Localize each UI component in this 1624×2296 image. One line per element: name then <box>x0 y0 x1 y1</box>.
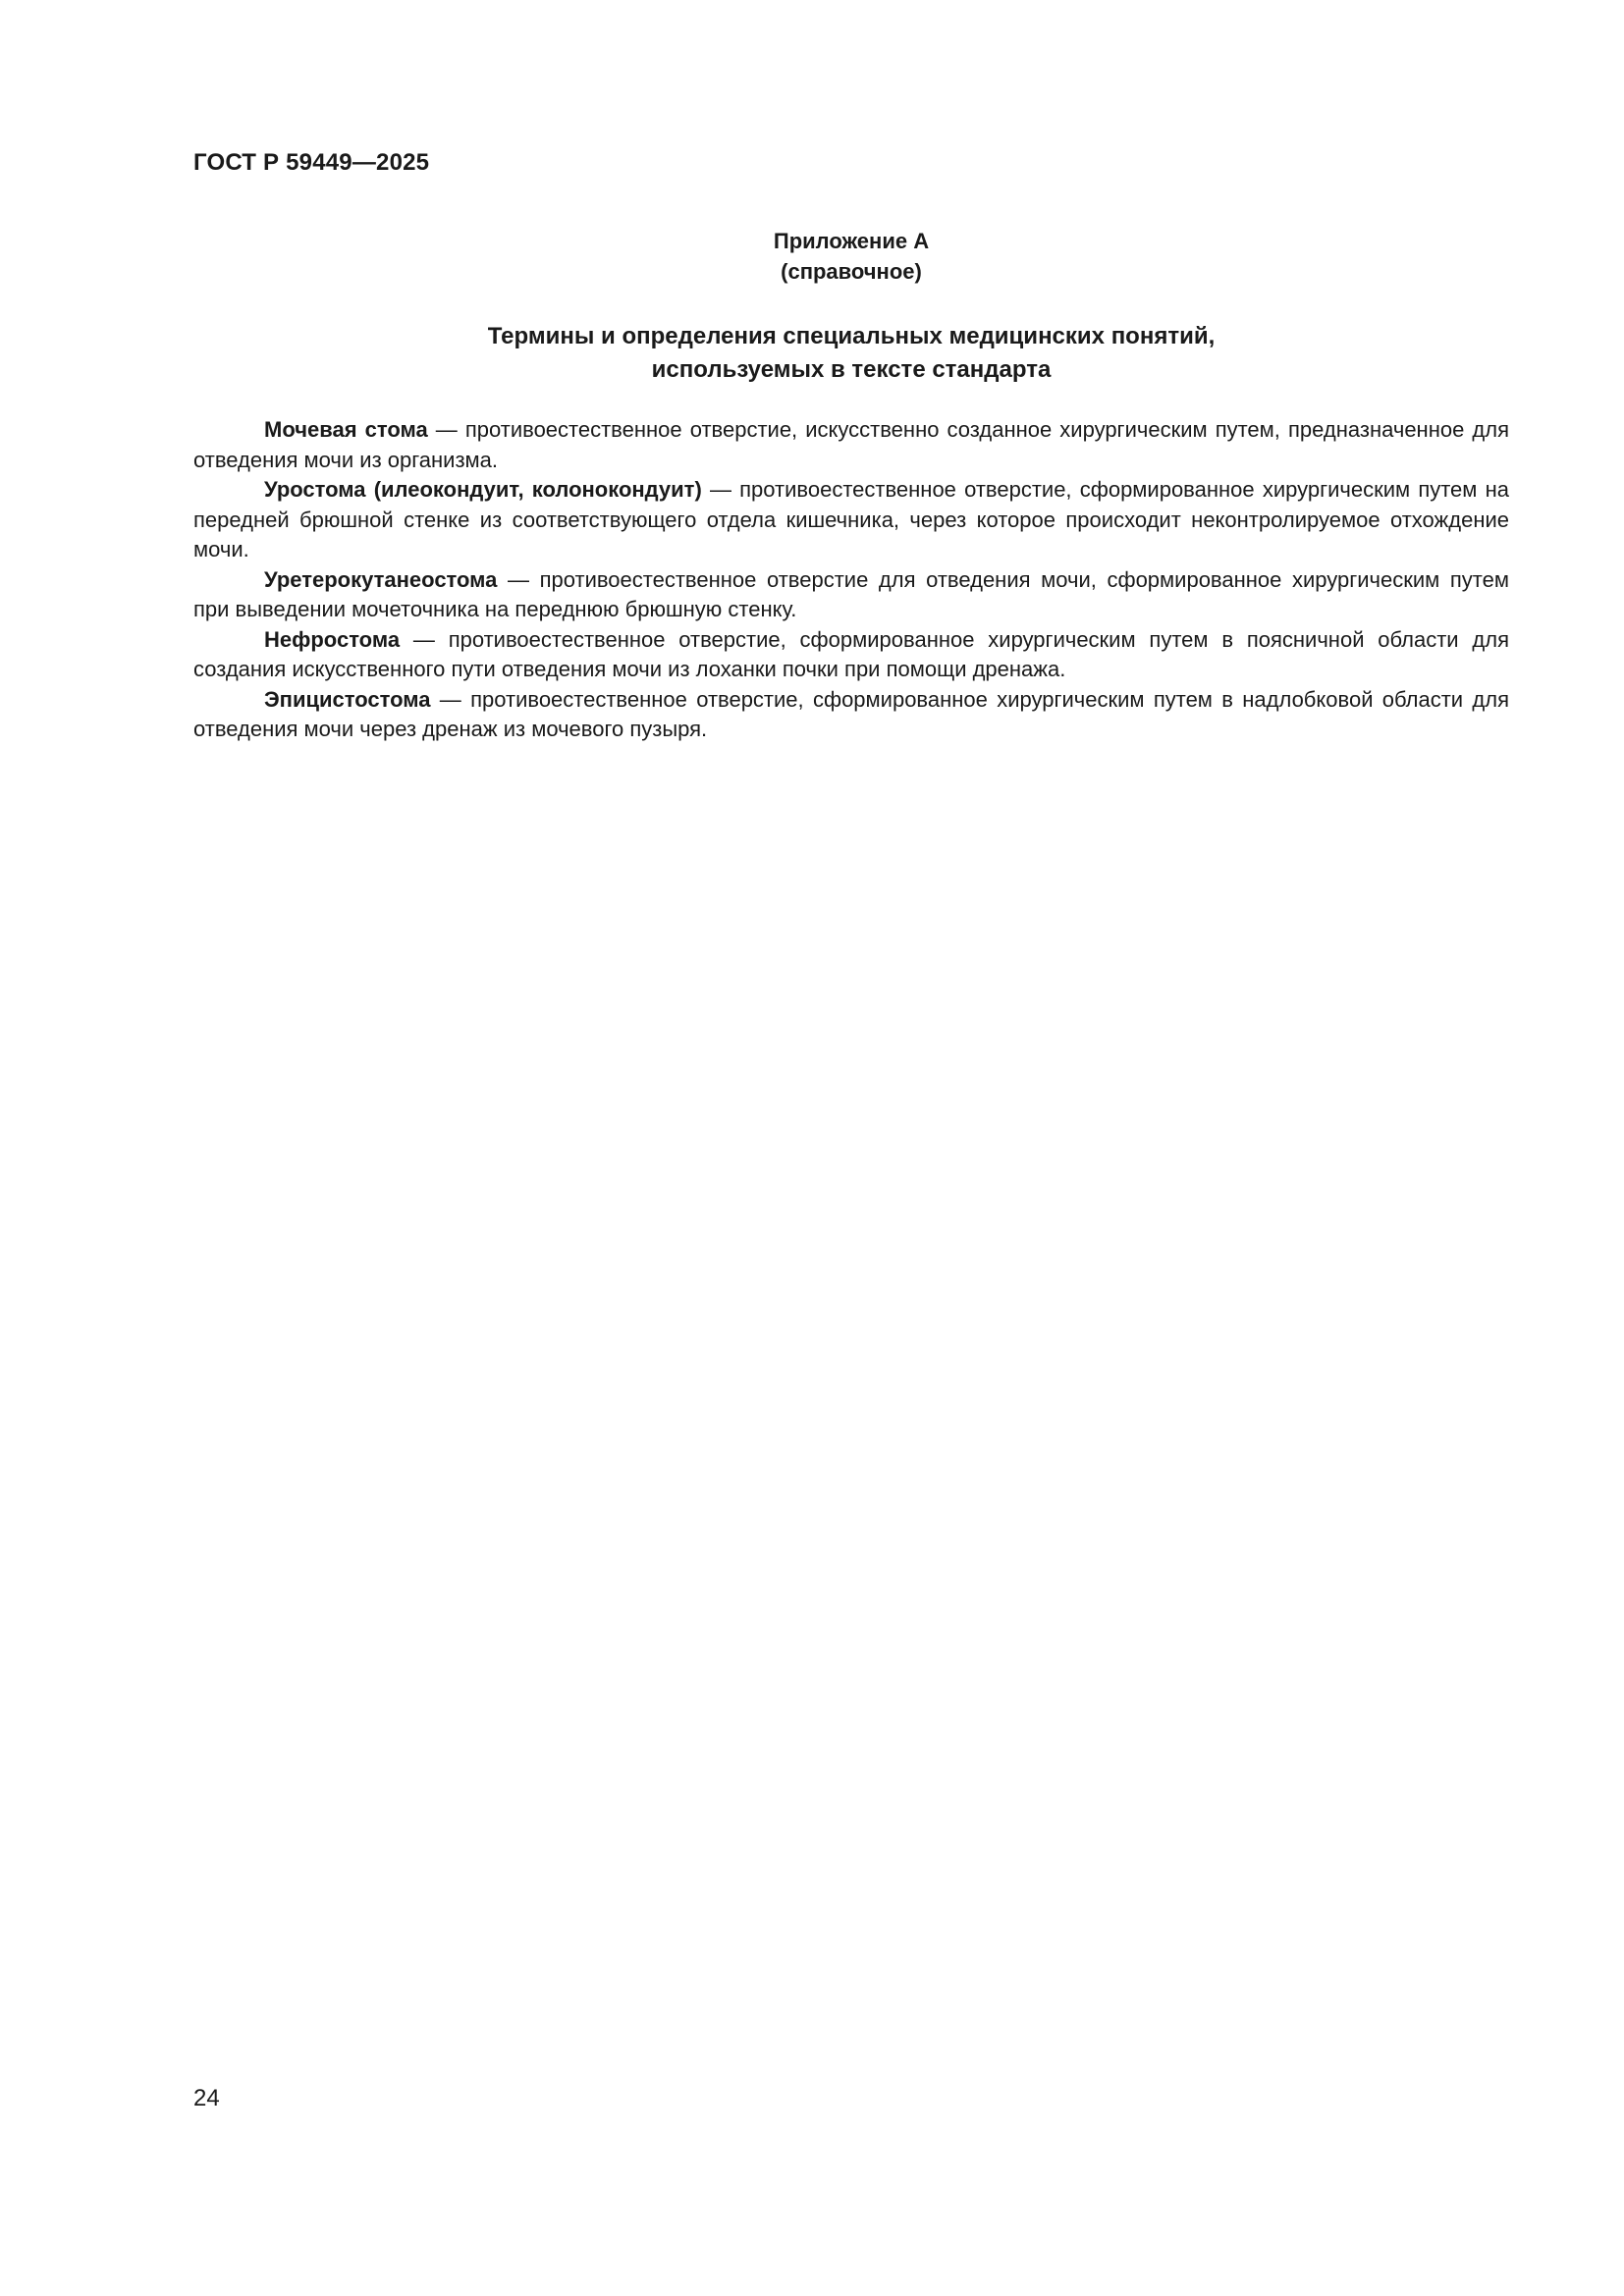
definition-text: — противоестественное отверстие для отведения мочи, сформированное хирургическим путем при выведении мочеточника на переднюю брюшную стенку. <box>193 566 1509 621</box>
definition-term: Уростома (илеокондуит, колонокондуит) <box>264 477 702 502</box>
definition-term: Уретерокутанеостома <box>264 566 498 592</box>
document-code: ГОСТ Р 59449—2025 <box>193 149 430 176</box>
definition-text: — противоестественное отверстие, сформированное хирургическим путем в поясничной области для создания искусственного пути отведения мочи из лоханки почки при помощи дренажа. <box>193 626 1509 681</box>
definition-ureterocutaneostomy <box>193 565 1509 625</box>
section-title <box>193 320 1509 387</box>
definition-text: — противоестественное отверстие, сформированное хирургическим путем в надлобковой области для отведения мочи через дренаж из мочевого пузыря. <box>193 686 1509 741</box>
definition-text: — противоестественное отверстие, искусственно созданное хирургическим путем, предназначенное для отведения мочи из организма. <box>193 417 1509 472</box>
definition-urostomy <box>193 475 1509 565</box>
section-title-line-2: используемых в тексте стандарта <box>651 356 1052 383</box>
appendix-type: (справочное) <box>781 259 922 284</box>
appendix-name: Приложение А <box>773 229 930 253</box>
definition-urinary-stoma <box>193 415 1509 475</box>
definition-term: Нефростома <box>264 626 401 652</box>
definition-nephrostomy <box>193 625 1509 685</box>
appendix-heading <box>193 226 1509 287</box>
section-title-line-1: Термины и определения специальных медицинских понятий, <box>487 323 1216 349</box>
definitions-list <box>193 415 1509 745</box>
definition-term: Мочевая стома <box>264 417 428 442</box>
definition-text: — противоестественное отверстие, сформированное хирургическим путем на передней брюшной стенке из соответствующего отдела кишечника, через которое происходит неконтролируемое отхождение мочи. <box>193 477 1509 561</box>
definition-term: Эпицистостома <box>264 686 431 712</box>
definition-epicystostomy <box>193 685 1509 745</box>
page-number: 24 <box>193 2085 220 2111</box>
